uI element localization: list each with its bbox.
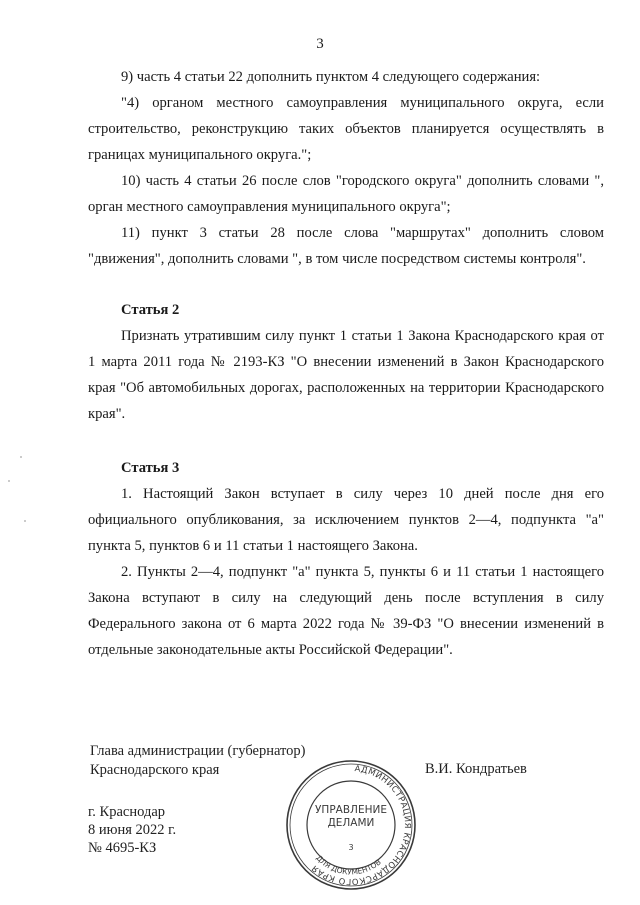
amendment-item-11: 11) пункт 3 статьи 28 после слова "маршрутах" дополнить словом "движения", дополнить словами ", в том числе посредством системы контроля". (88, 225, 604, 267)
law-number: № 4695-КЗ (88, 840, 157, 856)
scan-speck (20, 456, 22, 458)
adoption-date: 8 июня 2022 г. (88, 822, 177, 838)
signatory-name: В.И. Кондратьев (425, 761, 527, 777)
article-3-item-1: 1. Настоящий Закон вступает в силу через 10 дней после дня его официального опубликования, за исключением пунктов 2—4, подпункта "а" пункта 5, пунктов 6 и 11 статьи 1 настоящего Закона. (88, 486, 604, 554)
article-2-heading: Статья 2 (121, 302, 180, 318)
page-number: 3 (316, 36, 324, 52)
law-body-text (88, 64, 604, 663)
official-seal-stamp (284, 758, 418, 892)
scan-speck (24, 520, 26, 522)
article-3-item-2: 2. Пункты 2—4, подпункт "а" пункта 5, пункты 6 и 11 статьи 1 настоящего Закона вступают в силу на следующий день после вступления в силу Федерального закона от 6 марта 2022 года № 39-ФЗ "О внесении изменений в отдельные законодательные акты Российской Федерации". (88, 564, 604, 658)
seal-number: 3 (348, 843, 354, 852)
city: г. Краснодар (88, 804, 166, 820)
seal-center-line-1: УПРАВЛЕНИЕ (315, 804, 387, 816)
scan-speck (8, 480, 10, 482)
signatory-title-line-1: Глава администрации (губернатор) (90, 743, 306, 759)
article-3-heading: Статья 3 (121, 460, 180, 476)
seal-center-line-2: ДЕЛАМИ (327, 817, 375, 829)
amendment-item-10: 10) часть 4 статьи 26 после слов "городского округа" дополнить словами ", орган местного самоуправления муниципального округа"; (88, 173, 604, 215)
seal-ring-text: АДМИНИСТРАЦИЯ КРАСНОДАРСКОГО КРАЯ (309, 763, 414, 888)
article-2-text: Признать утратившим силу пункт 1 статьи 1 Закона Краснодарского края от 1 марта 2011 года № 2193-КЗ "О внесении изменений в Закон Краснодарского края "Об автомобильных дорогах, расположенных на территории Краснодарского края". (88, 328, 604, 422)
place-and-date-block (88, 803, 176, 857)
signature-block (90, 742, 306, 780)
signatory-title-line-2: Краснодарского края (90, 762, 220, 778)
amendment-item-9-content: "4) органом местного самоуправления муниципального округа, если строительство, реконструкцию таких объектов планируется осуществлять в границах муниципального округа."; (88, 95, 604, 163)
amendment-item-9: 9) часть 4 статьи 22 дополнить пунктом 4 следующего содержания: (121, 69, 541, 85)
seal-bottom-text: ДЛЯ ДОКУМЕНТОВ (314, 853, 383, 877)
